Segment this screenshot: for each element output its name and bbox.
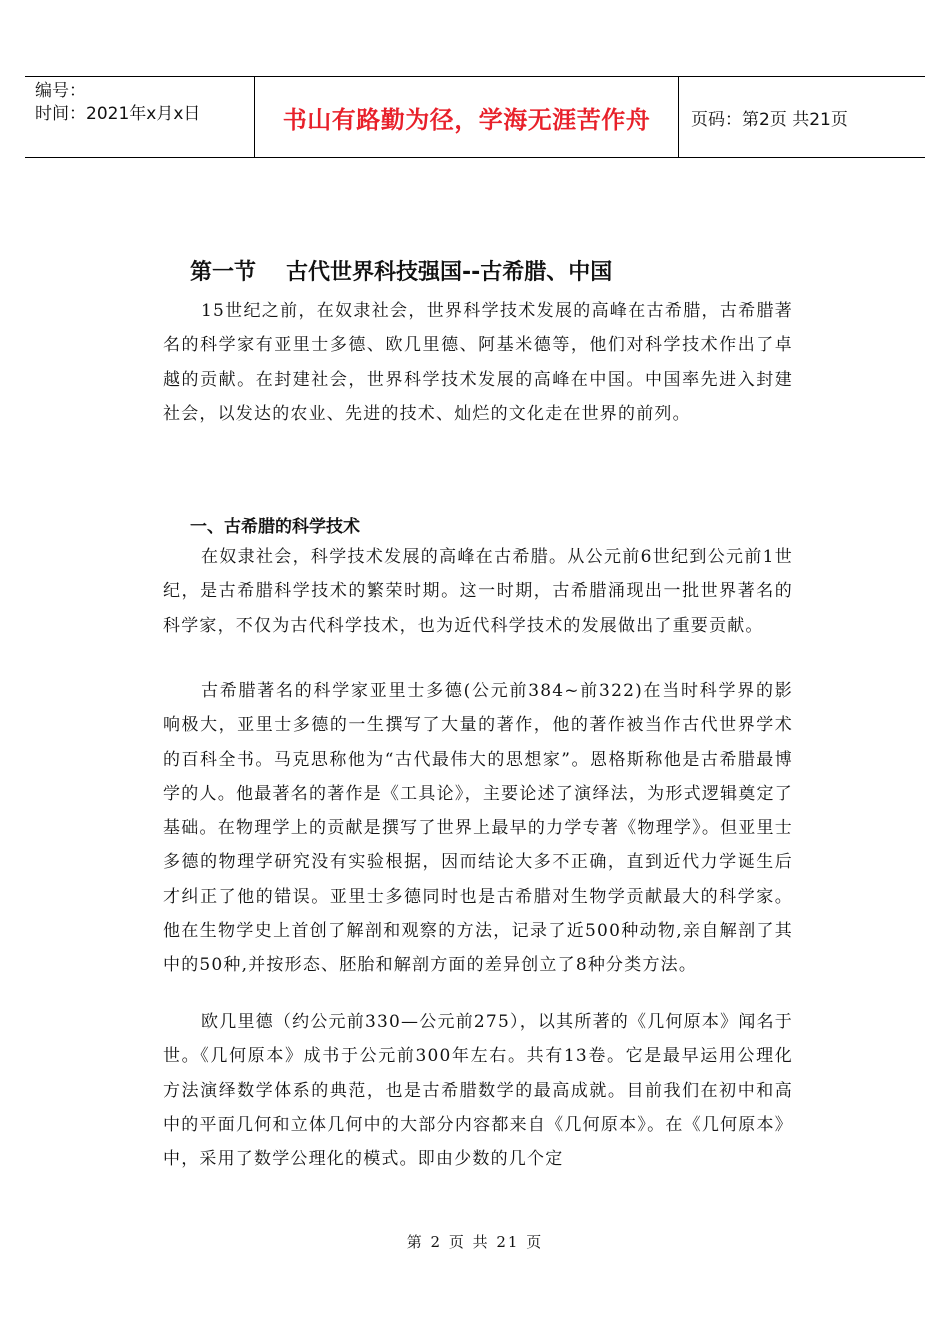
time-label: 时间：2021年x月x日 [35,104,201,124]
header-motto-cell [254,77,679,157]
motto-text: 书山有路勤为径，学海无涯苦作舟 [282,105,651,134]
paragraph-3: 欧几里德（约公元前330—公元前275），以其所著的《几何原本》闻名于世。《几何原本》成书于公元前300年左右。共有13卷。它是最早运用公理化方法演绎数学体系的典范，也是古希腊数学的最高成就。目前我们在初中和高中的平面几何和立体几何中的大部分内容都来自《几何原本》。在《几何原本》中，采用了数学公理化的模式。即由少数的几个定 [163,1012,793,1170]
section-number: 第一节 [190,260,257,285]
page-label: 页码：第2页 共21页 [691,109,848,130]
section-title [190,255,612,286]
header-meta-cell [25,77,254,157]
page-footer: 第 2 页 共 21 页 [406,1233,544,1251]
paragraph-2: 古希腊著名的科学家亚里士多德(公元前384~前322)在当时科学界的影响极大，亚里士多德的一生撰写了大量的著作，他的著作被当作古代世界学术的百科全书。马克思称他为“古代最伟大的思想家”。恩格斯称他是古希腊最博学的人。他最著名的著作是《工具论》，主要论述了演绎法，为形式逻辑奠定了基础。在物理学上的贡献是撰写了世界上最早的力学专著《物理学》。但亚里士多德的物理学研究没有实验根据，因而结论大多不正确，直到近代力学诞生后才纠正了他的错误。亚里士多德同时也是古希腊对生物学贡献最大的科学家。他在生物学史上首创了解剖和观察的方法，记录了近500种动物,亲自解剖了其中的50种,并按形态、胚胎和解剖方面的差异创立了8种分类方法。 [163,681,793,976]
paragraph-1: 在奴隶社会，科学技术发展的高峰在古希腊。从公元前6世纪到公元前1世纪，是古希腊科学技术的繁荣时期。这一时期，古希腊涌现出一批世界著名的科学家，不仅为古代科学技术，也为近代科学技术的发展做出了重要贡献。 [163,547,793,636]
document-header [25,76,925,158]
intro-paragraph: 15世纪之前，在奴隶社会，世界科学技术发展的高峰在古希腊，古希腊著名的科学家有亚里士多德、欧几里德、阿基米德等，他们对科学技术作出了卓越的贡献。在封建社会，世界科学技术发展的高峰在中国。中国率先进入封建社会，以发达的农业、先进的技术、灿烂的文化走在世界的前列。 [163,301,793,424]
number-label: 编号： [35,81,86,101]
header-page-cell [679,77,925,157]
subheading: 一、古希腊的科学技术 [190,517,360,537]
section-title-text: 古代世界科技强国--古希腊、中国 [286,260,613,285]
